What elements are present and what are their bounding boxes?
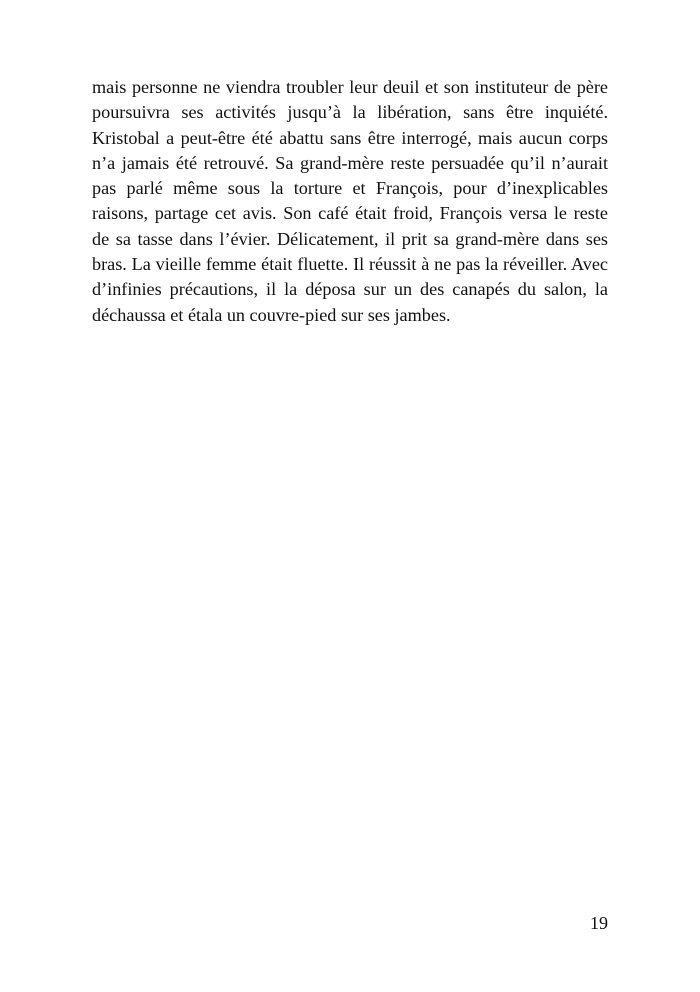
text-line: pas parlé même sous la torture et François, pour d’inexplicables (92, 178, 608, 199)
body-paragraph (92, 75, 608, 328)
text-line: poursuivra ses activités jusqu’à la libération, sans être inquiété. (92, 102, 608, 123)
text-line: d’infinies précautions, il la déposa sur un des canapés du salon, la (92, 279, 608, 300)
page-number: 19 (590, 913, 608, 933)
text-line: raisons, partage cet avis. Son café était froid, François versa le reste (92, 203, 608, 224)
text-line: Kristobal a peut-être été abattu sans être interrogé, mais aucun corps (92, 127, 608, 148)
text-line: mais personne ne viendra troubler leur deuil et son instituteur de père (92, 77, 608, 97)
text-line: déchaussa et étala un couvre-pied sur ses jambes. (92, 304, 451, 325)
text-line: n’a jamais été retrouvé. Sa grand-mère reste persuadée qu’il n’aurait (92, 152, 608, 173)
text-line: bras. La vieille femme était fluette. Il réussit à ne pas la réveiller. Avec (92, 254, 608, 275)
text-line: de sa tasse dans l’évier. Délicatement, il prit sa grand-mère dans ses (92, 228, 608, 249)
